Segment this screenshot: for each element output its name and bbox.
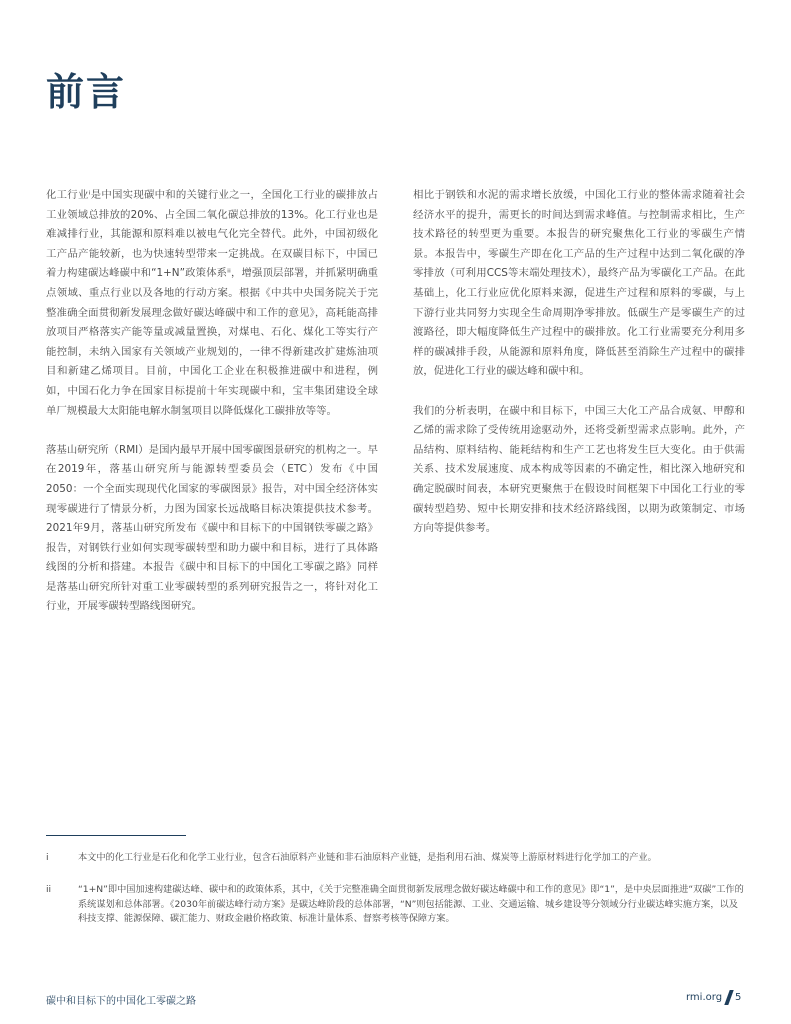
page-title: 前言 [46,70,127,114]
footer-report-title: 碳中和目标下的中国化工零碳之路 [46,996,196,1007]
paragraph: 我们的分析表明，在碳中和目标下，中国三大化工产品合成氨、甲醇和乙烯的需求除了受传统用途驱动外，还将受新型需求点影响。此外，产品结构、原料结构、能耗结构和生产工艺也将发生巨大变化。由于供需关系、技术发展速度、成本构成等因素的不确定性，相比深入地研究和确定脱碳时间表，本研究更聚焦于在假设时间框架下中国化工行业的零碳转型趋势、短中长期安排和技术经济路线图，以期为政策制定、市场方向等提供参考。 [413,404,745,535]
footnote-mark: i [46,852,49,863]
right-column [413,186,745,558]
footnote-divider [46,835,186,836]
footnote [46,883,746,927]
left-column [46,186,378,637]
paragraph: 化工行业ⁱ是中国实现碳中和的关键行业之一，全国化工行业的碳排放占工业领域总排放的20%、占全国二氧化碳总排放的13%。化工行业也是难减排行业，其能源和原料难以被电气化完全替代。此外，中国初级化工产品产能较新，也为快速转型带来一定挑战。在双碳目标下，中国已着力构建碳达峰碳中和“1+N”政策体系ⁱⁱ，增强顶层部署，并抓紧明确重点领域、重点行业以及各地的行动方案。根据《中共中央国务院关于完整准确全面贯彻新发展理念做好碳达峰碳中和工作的意见》，高耗能高排放项目严格落实产能等量或减量置换，对煤电、石化、煤化工等实行产能控制，未纳入国家有关领域产业规划的，一律不得新建改扩建炼油项目和新建乙烯项目。目前，中国化工企业在积极推进碳中和进程，例如，中国石化力争在国家目标提前十年实现碳中和，宝丰集团建设全球单厂规模最大太阳能电解水制氢项目以降低煤化工碳排放等等。 [46,189,378,417]
footnote-text: 本文中的化工行业是石化和化学工业行业，包含石油原料产业链和非石油原料产业链，是指利用石油、煤炭等上游原材料进行化学加工的产业。 [78,852,657,863]
page-number: 5 [735,992,742,1003]
slash-divider-icon [724,990,733,1005]
paragraph: 相比于钢铁和水泥的需求增长放缓，中国化工行业的整体需求随着社会经济水平的提升，需更长的时间达到需求峰值。与控制需求相比，生产技术路径的转型更为重要。本报告的研究聚焦化工行业的零碳生产情景。本报告中，零碳生产即在化工产品的生产过程中达到二氧化碳的净零排放（可利用CCS等末端处理技术），最终产品为零碳化工产品。在此基础上，化工行业应优化原料来源，促进生产过程和原料的零碳，与上下游行业共同努力实现全生命周期净零排放。低碳生产是零碳生产的过渡路径，即大幅度降低生产过程中的碳排放。化工行业需要充分利用多样的碳减排手段，从能源和原料角度，降低甚至消除生产过程中的碳排放，促进化工行业的碳达峰和碳中和。 [413,189,745,378]
footnote [46,851,746,866]
footer-page-info [686,990,741,1005]
footer-site-link[interactable]: rmi.org [686,992,723,1003]
paragraph: 落基山研究所（RMI）是国内最早开展中国零碳图景研究的机构之一。早在2019年，落基山研究所与能源转型委员会（ETC）发布《中国2050：一个全面实现现代化国家的零碳图景》报告，对中国全经济体实现零碳进行了情景分析，力图为国家长远战略目标决策提供技术参考。2021年9月，落基山研究所发布《碳中和目标下的中国钢铁零碳之路》报告，对钢铁行业如何实现零碳转型和助力碳中和目标，进行了具体路线图的分析和搭建。本报告《碳中和目标下的中国化工零碳之路》同样是落基山研究所针对重工业零碳转型的系列研究报告之一，将针对化工行业，开展零碳转型路线图研究。 [46,443,378,613]
footnote-mark: ii [46,884,52,895]
footnote-text: “1+N”即中国加速构建碳达峰、碳中和的政策体系，其中，《关于完整准确全面贯彻新发展理念做好碳达峰碳中和工作的意见》即“1”，是中央层面推进“双碳”工作的系统谋划和总体部署。《2030年前碳达峰行动方案》是碳达峰阶段的总体部署，“N”则包括能源、工业、交通运输、城乡建设等分领域分行业碳达峰实施方案，以及科技支撑、能源保障、碳汇能力、财政金融价格政策、标准计量体系、督察考核等保障方案。 [78,884,744,924]
